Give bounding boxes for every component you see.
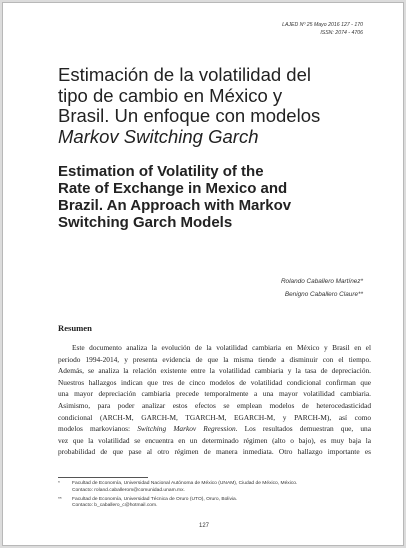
journal-header	[282, 21, 363, 37]
abstract-line: probabilidad de que pase al otro régimen de manera inmediata. Otro hallazgo importante es	[58, 447, 371, 457]
journal-issn: ISSN: 2074 - 4706	[320, 30, 363, 36]
abstract-line: vez que la volatilidad se encuentra en un determinado régimen (alto o bajo), es muy baja la	[58, 435, 371, 445]
abstract-text	[58, 342, 371, 458]
footnotes	[58, 481, 358, 512]
english-title-line-2: Rate of Exchange in Mexico and	[58, 180, 288, 197]
spanish-title-line-2: tipo de cambio en México y	[58, 84, 283, 106]
spanish-title	[58, 65, 378, 147]
footnote-contact: Contacto: roland.caballerom@comunidad.unam.mx.	[72, 487, 185, 493]
abstract-line: periodo 1994-2014, y presenta evidencia de que la misma tiende a disminuir con el tiempo.	[58, 354, 371, 364]
method-name-italic: Switching Markov Regression	[137, 424, 236, 434]
english-title	[58, 163, 378, 231]
footnote-contact: Contacto: b_caballero_c@hotmail.com.	[72, 503, 158, 509]
abstract-line: Este documento analiza la evolución de la volatilidad cambiaria en México y Brasil en el	[72, 343, 371, 352]
abstract-line: modelos markovianos: Switching Markov Regression. Los resultados demuestran que, una	[58, 424, 371, 434]
author-2: Benigno Caballero Claure**	[284, 291, 363, 298]
page-number: 127	[198, 523, 209, 529]
author-1: Rolando Caballero Martínez*	[280, 278, 363, 285]
english-title-line-3: Brazil. An Approach with Markov	[58, 197, 292, 214]
abstract-line: una mayor depreciación cambiaria precede temporalmente a una mayor volatilidad cambiaria.	[58, 389, 371, 399]
footnote-affiliation: Facultad de Economía, Universidad Nacional Autónoma de México (UNAM), Ciudad de México, México.	[72, 481, 298, 486]
footnote-mark: **	[58, 496, 62, 502]
spanish-title-line-4: Markov Switching Garch	[58, 125, 259, 147]
abstract-line: Nuestros hallazgos indican que tres de cinco modelos de volatilidad condicional confirman que	[58, 377, 371, 387]
spanish-title-line-1: Estimación de la volatilidad del	[58, 64, 311, 85]
footnote-divider	[58, 477, 148, 478]
spanish-title-line-3: Brasil. Un enfoque con modelos	[58, 105, 321, 126]
footnote-mark: *	[58, 481, 60, 486]
journal-info: LAJED Nº 25 Mayo 2016 127 - 170	[282, 22, 363, 28]
footnote-2	[58, 497, 358, 510]
footnote-affiliation: Facultad de Economía, Universidad Técnica de Oruro (UTO), Oruro, Bolivia.	[72, 496, 238, 502]
english-title-line-1: Estimation of Volatility of the	[58, 163, 264, 180]
footnote-1	[58, 481, 358, 494]
abstract-line: condicional (ARCH-M, GARCH-M, TGARCH-M, EGARCH-M, y PARCH-M), así como	[58, 412, 371, 422]
abstract-line: Asimismo, para poder analizar estos efectos se emplean modelos de heterocedasticidad	[58, 400, 371, 410]
english-title-line-4: Switching Garch Models	[58, 214, 233, 231]
section-heading: Resumen	[58, 323, 92, 333]
author-list	[281, 275, 363, 301]
abstract-line: Además, se analiza la relación existente entre la volatilidad cambiaria y la tasa de depreciación.	[58, 366, 371, 376]
paper-page	[2, 2, 404, 546]
